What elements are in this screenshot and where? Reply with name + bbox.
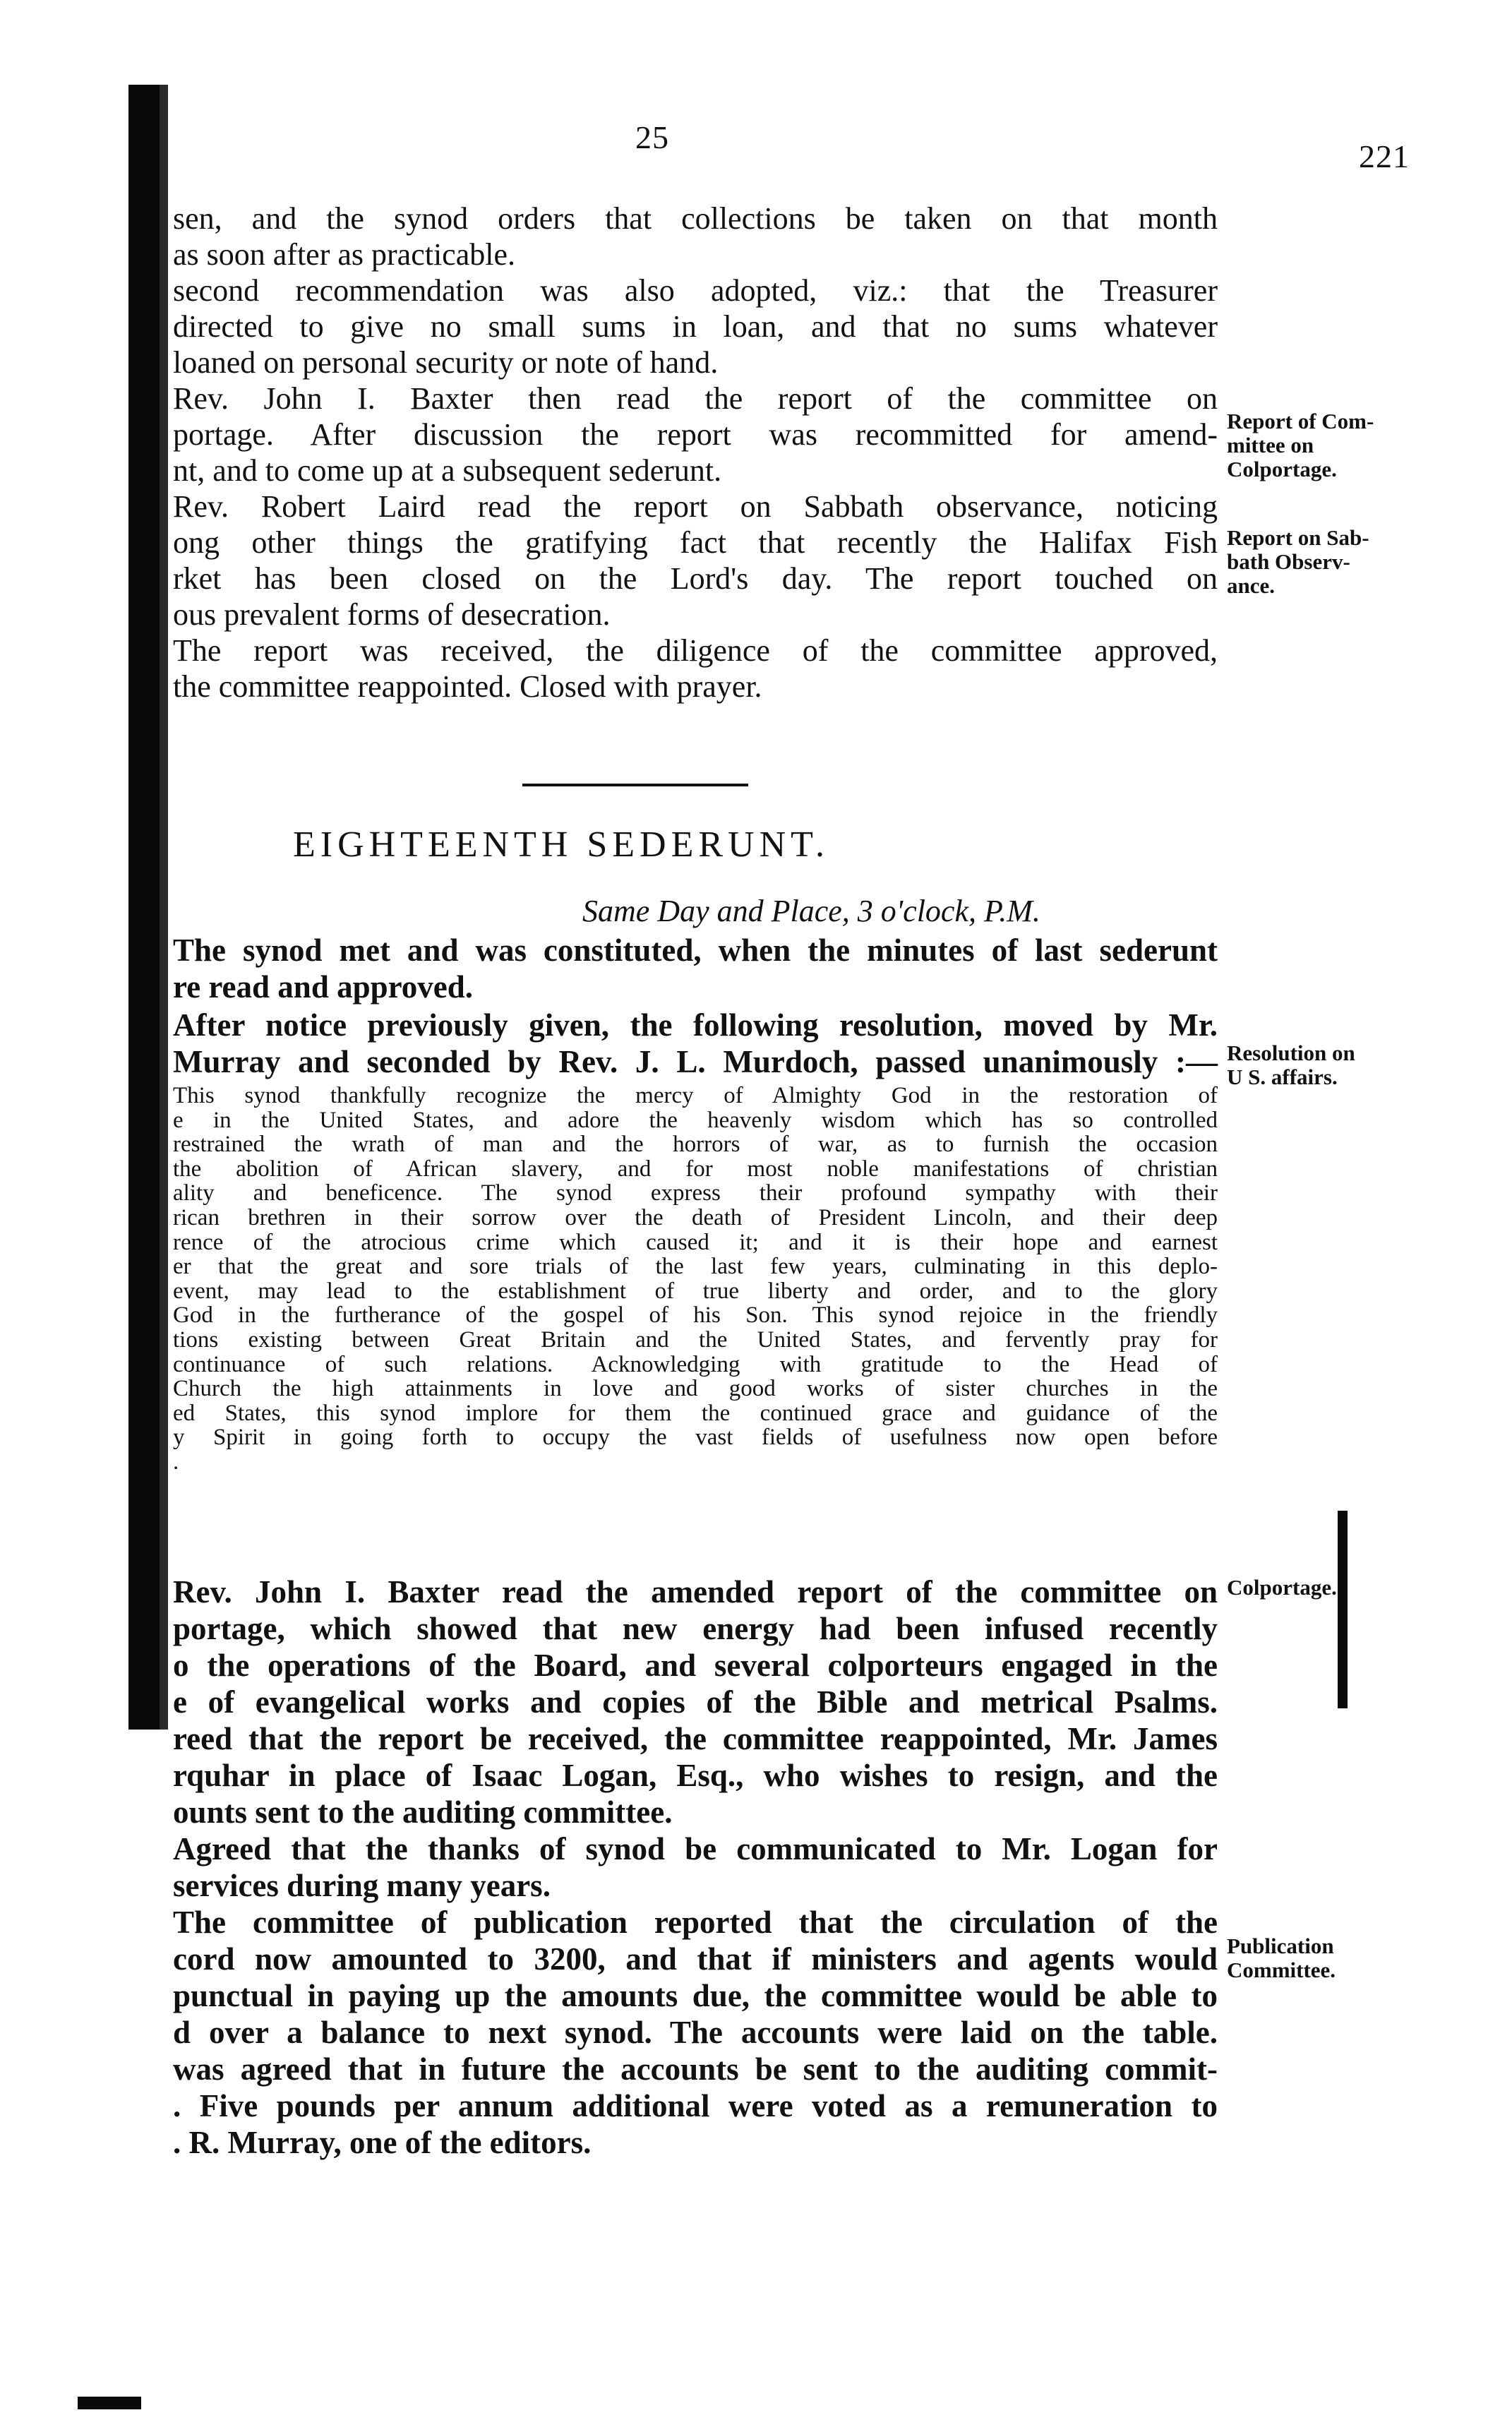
text-line: as soon after as practicable.: [173, 237, 515, 272]
text-line: . Five pounds per annum additional were voted as a remuneration to: [173, 2088, 1218, 2123]
text-line: .: [173, 1449, 179, 1475]
text-line: rence of the atrocious crime which caused it; and it is their hope and earnest: [173, 1229, 1218, 1255]
text-line: reed that the report be received, the committee reappointed, Mr. James: [173, 1721, 1218, 1756]
margin-note-line: Publication: [1227, 1934, 1334, 1958]
margin-note-line: Colportage.: [1227, 457, 1337, 481]
margin-note-colportage: [1227, 1576, 1389, 1600]
text-line: Rev. John I. Baxter then read the report of the committee on: [173, 381, 1218, 416]
text-line: e in the United States, and adore the heavenly wisdom which has so controlled: [173, 1107, 1218, 1133]
text-line: o the operations of the Board, and several colporteurs engaged in the: [173, 1648, 1218, 1683]
right-margin-rule: [1338, 1511, 1348, 1708]
text-line: punctual in paying up the amounts due, the committee would be able to: [173, 1978, 1218, 2013]
text-line: rket has been closed on the Lord's day. The report touched on: [173, 561, 1218, 596]
sederunt-dateline: Same Day and Place, 3 o'clock, P.M.: [582, 894, 1040, 928]
margin-note-line: Resolution on: [1227, 1041, 1355, 1065]
margin-note-line: Colportage.: [1227, 1575, 1337, 1600]
text-line: After notice previously given, the following resolution, moved by Mr.: [173, 1007, 1218, 1043]
margin-note-colportage-report: [1227, 409, 1389, 481]
text-line: the abolition of African slavery, and for most noble manifestations of christian: [173, 1156, 1218, 1182]
text-line: ality and beneficence. The synod express their profound sympathy with their: [173, 1180, 1218, 1206]
margin-note-line: ance.: [1227, 573, 1276, 598]
margin-note-line: Report of Com-: [1227, 409, 1374, 433]
text-line: ounts sent to the auditing committee.: [173, 1794, 673, 1830]
text-line: Agreed that the thanks of synod be communicated to Mr. Logan for: [173, 1831, 1218, 1866]
text-line: ong other things the gratifying fact that recently the Halifax Fish: [173, 525, 1218, 560]
text-line: God in the furtherance of the gospel of his Son. This synod rejoice in the friendly: [173, 1302, 1218, 1329]
text-line: y Spirit in going forth to occupy the vast fields of usefulness now open before: [173, 1425, 1218, 1451]
section-divider: [522, 784, 748, 786]
margin-note-line: mittee on: [1227, 433, 1314, 457]
paragraph-treasurer: [173, 272, 1218, 380]
text-line: d over a balance to next synod. The accounts were laid on the table.: [173, 2015, 1218, 2050]
binding-shadow-edge: [160, 85, 168, 1730]
margin-note-resolution: [1227, 1041, 1389, 1089]
text-line: directed to give no small sums in loan, and that no sums whatever: [173, 309, 1218, 344]
binding-shadow: [128, 85, 160, 1730]
paragraph-thanks-logan: [173, 1830, 1218, 1904]
paragraph-collections: [173, 200, 1218, 272]
text-line: The report was received, the diligence of the committee approved,: [173, 633, 1218, 668]
paragraph-amended-report: [173, 1574, 1218, 1830]
text-line: Church the high attainments in love and good works of sister churches in the: [173, 1376, 1218, 1402]
text-line: loaned on personal security or note of hand.: [173, 345, 719, 380]
margin-note-line: Report on Sab-: [1227, 525, 1369, 550]
page-number-center: 25: [635, 119, 669, 155]
text-line: The committee of publication reported that the circulation of the: [173, 1905, 1218, 1940]
text-line: The synod met and was constituted, when the minutes of last sederunt: [173, 933, 1218, 968]
text-line: Murray and seconded by Rev. J. L. Murdoch, passed unanimously :—: [173, 1044, 1218, 1079]
text-line: portage, which showed that new energy had been infused recently: [173, 1611, 1218, 1646]
text-line: the committee reappointed. Closed with prayer.: [173, 669, 762, 704]
text-line: rquhar in place of Isaac Logan, Esq., who wishes to resign, and the: [173, 1758, 1218, 1793]
paragraph-resolution-notice: [173, 1007, 1218, 1080]
text-line: tions existing between Great Britain and the United States, and fervently pray for: [173, 1326, 1218, 1353]
text-line: services during many years.: [173, 1868, 551, 1903]
text-line: continuance of such relations. Acknowledging with gratitude to the Head of: [173, 1351, 1218, 1377]
paragraph-report-received: [173, 633, 1218, 705]
text-line: This synod thankfully recognize the mercy of Almighty God in the restoration of: [173, 1083, 1218, 1108]
text-line: Rev. Robert Laird read the report on Sabbath observance, noticing: [173, 489, 1218, 524]
paragraph-synod-met: [173, 932, 1218, 1005]
paragraph-publication: [173, 1904, 1218, 2161]
margin-note-line: bath Observ-: [1227, 549, 1350, 574]
margin-note-sabbath: [1227, 526, 1389, 598]
text-line: portage. After discussion the report was recommitted for amend-: [173, 417, 1218, 452]
text-line: rican brethren in their sorrow over the death of President Lincoln, and their deep: [173, 1204, 1218, 1230]
page-number-right: 221: [1359, 138, 1410, 174]
margin-note-publication: [1227, 1934, 1389, 1982]
text-line: cord now amounted to 3200, and that if ministers and agents would: [173, 1941, 1218, 1977]
text-line: restrained the wrath of man and the horrors of war, as to furnish the occasion: [173, 1132, 1218, 1158]
text-line: re read and approved.: [173, 969, 474, 1005]
sederunt-heading: EIGHTEENTH SEDERUNT.: [293, 825, 830, 865]
text-line: second recommendation was also adopted, viz.: that the Treasurer: [173, 273, 1218, 308]
margin-note-line: Committee.: [1227, 1958, 1336, 1982]
text-line: event, may lead to the establishment of true liberty and order, and to the glory: [173, 1278, 1218, 1304]
text-line: e of evangelical works and copies of the Bible and metrical Psalms.: [173, 1684, 1218, 1720]
binding-shadow-bottom: [78, 2397, 141, 2409]
text-line: . R. Murray, one of the editors.: [173, 2125, 592, 2160]
text-line: ed States, this synod implore for them the continued grace and guidance of the: [173, 1400, 1218, 1426]
margin-note-line: U S. affairs.: [1227, 1065, 1338, 1089]
text-line: sen, and the synod orders that collections be taken on that month: [173, 201, 1218, 236]
paragraph-colportage-report: [173, 380, 1218, 489]
resolution-text: [173, 1084, 1218, 1475]
text-line: er that the great and sore trials of the last few years, culminating in this deplo-: [173, 1254, 1218, 1280]
paragraph-sabbath-report: [173, 489, 1218, 633]
text-line: Rev. John I. Baxter read the amended report of the committee on: [173, 1574, 1218, 1610]
text-line: ous prevalent forms of desecration.: [173, 597, 611, 632]
text-line: was agreed that in future the accounts be sent to the auditing commit-: [173, 2051, 1218, 2087]
text-line: nt, and to come up at a subsequent sederunt.: [173, 453, 722, 488]
